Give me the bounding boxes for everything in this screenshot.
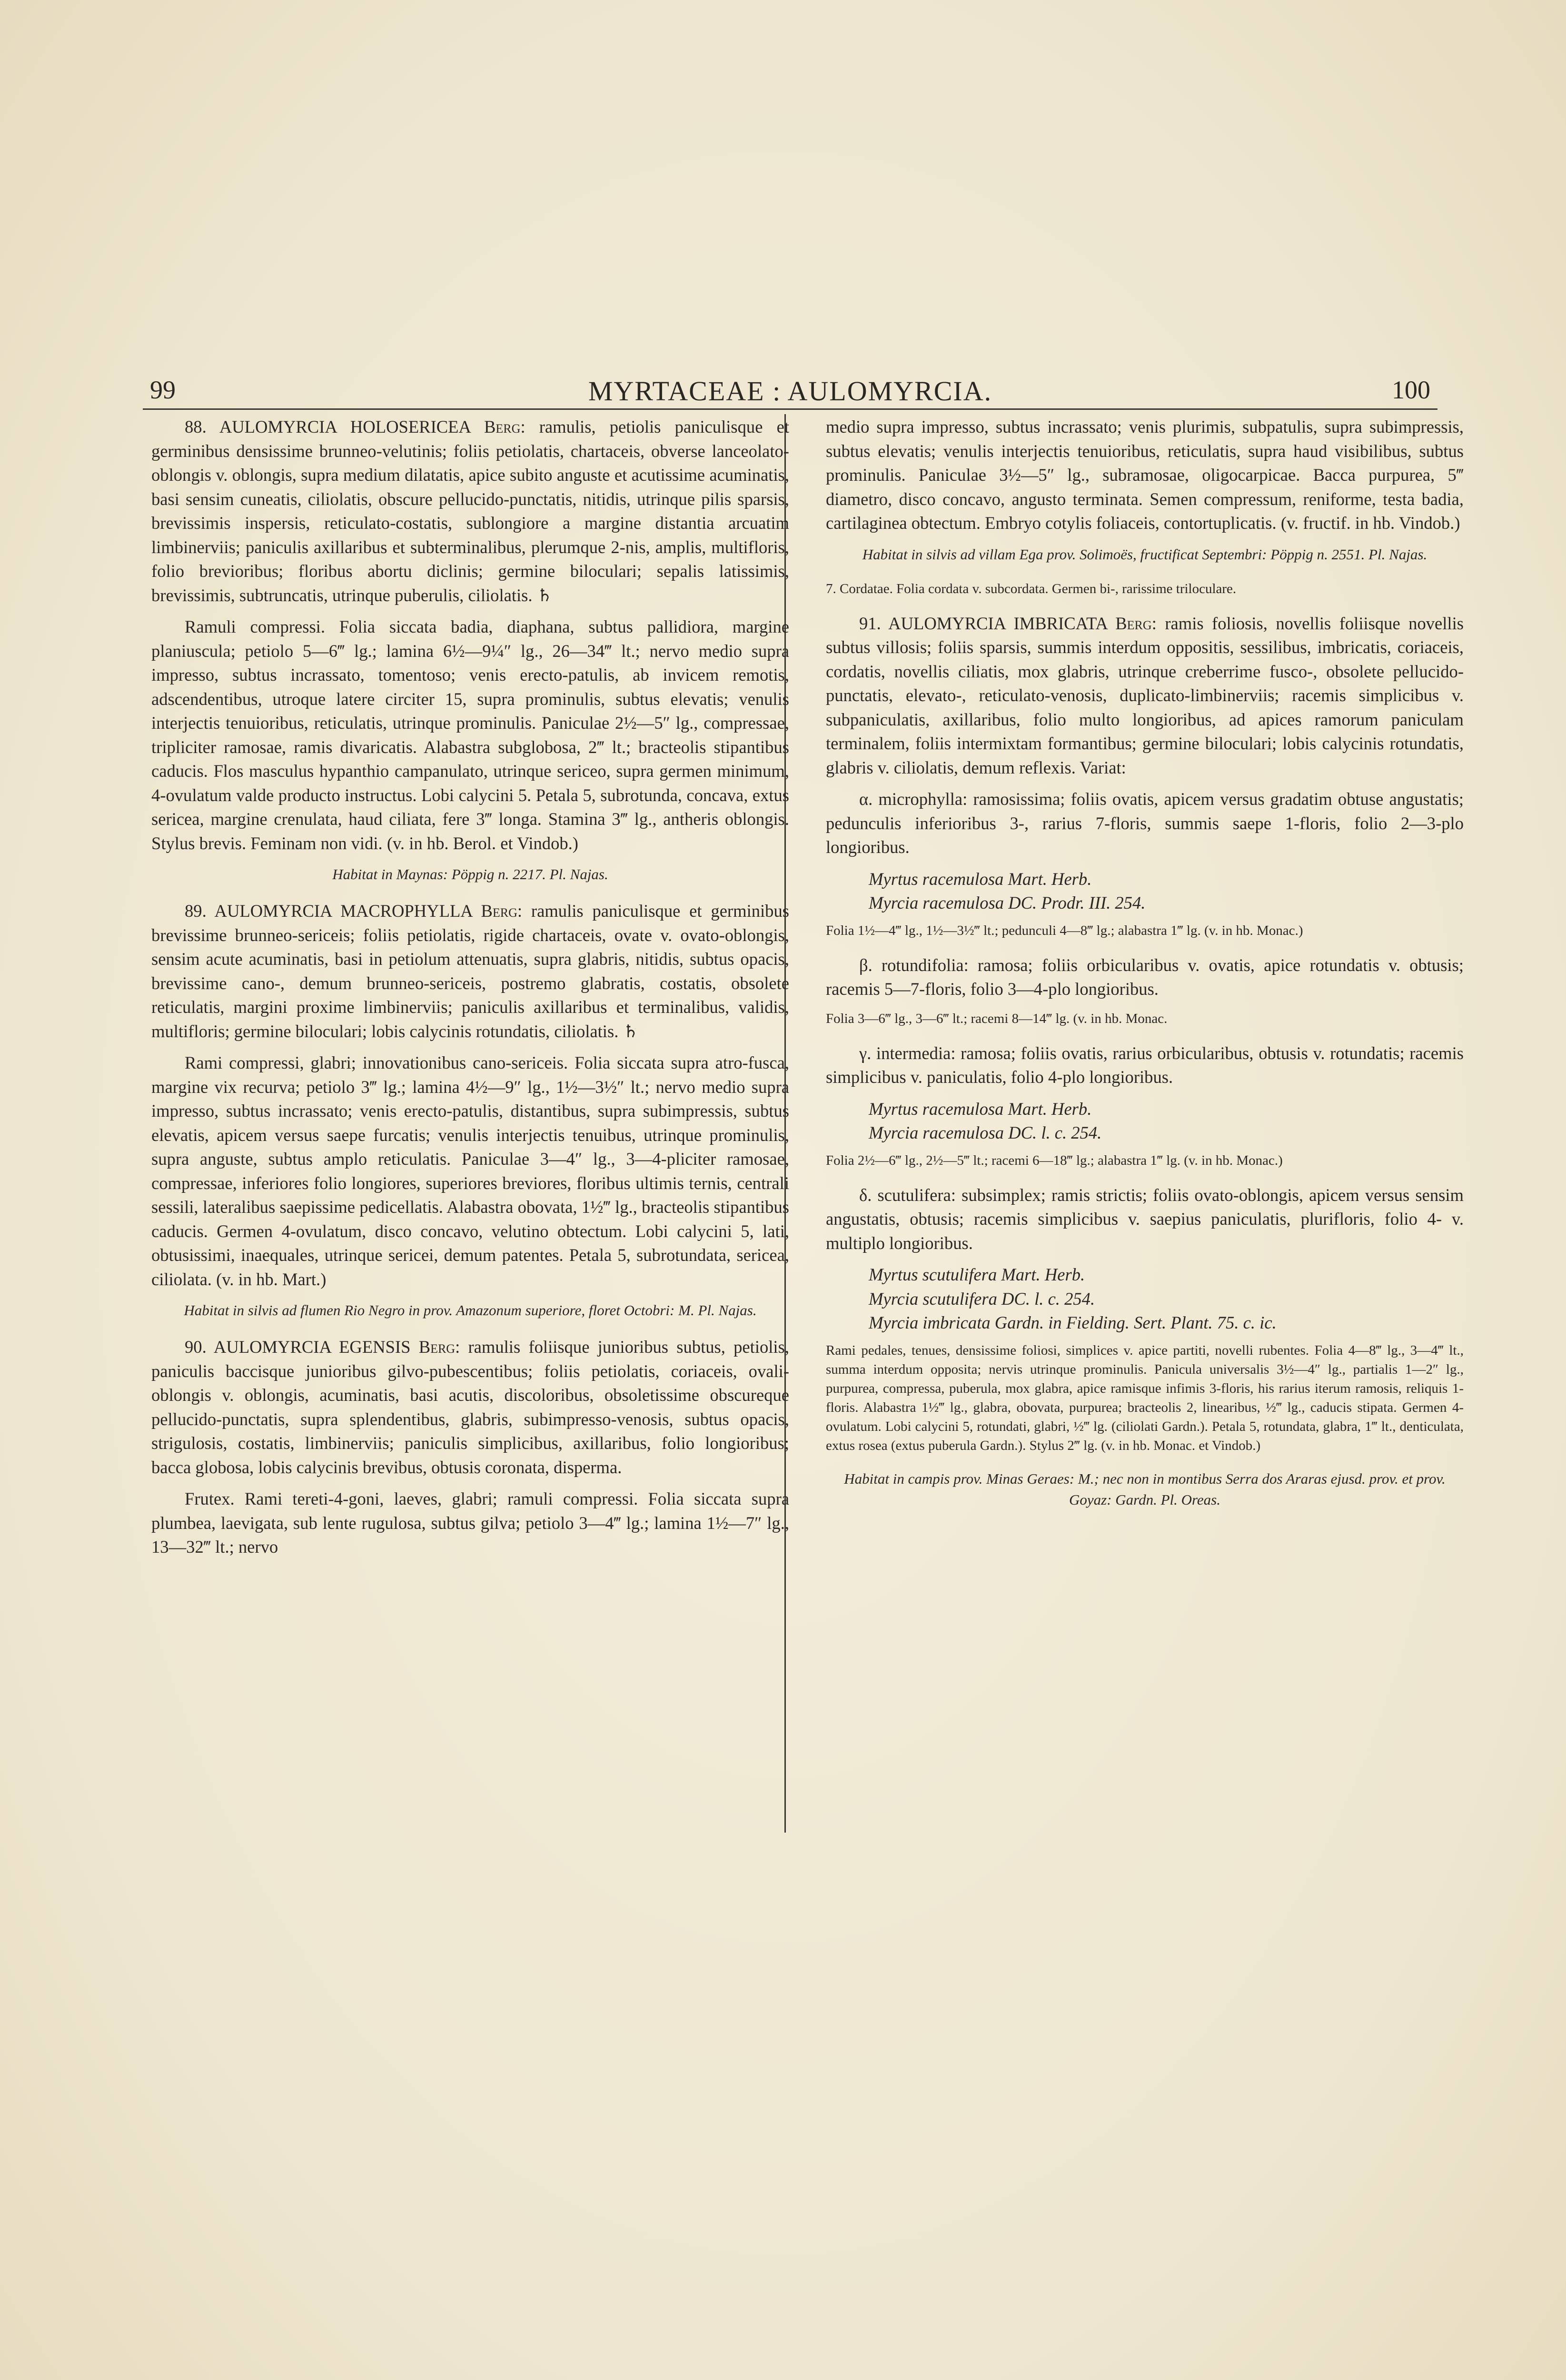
section-7-key: 7. Cordatae. Folia cordata v. subcordata. Germen bi-, rarissime triloculare. xyxy=(826,581,1237,596)
variety-delta-note: Rami pedales, tenues, densissime foliosi, simplices v. apice partiti, novelli rubentes. Folia 4—8‴ lg., 3—4‴ lt., summa interdum opposita; nervis utrinque prominulis. Panicula universalis 3½—4″ lg., partialis 1—2″ lg., purpurea, compressa, puberula, mox glabra, apice ramisque infimis 3-floris, his rarius iterum ramosis, reliquis 1-floris. Alabastra 1½‴ lg., glabra, obovata, purpurea; bracteolis 2, linearibus, ½‴ lg., caducis stipata. Germen 4-ovulatum. Lobi calycini 5, rotundati, glabri, ½‴ lg. (ciliolati Gardn.). Petala 5, rotundata, glabra, 1‴ lt., denticulata, extus rosea (extus puberula Gardn.). Stylus 2‴ lg. (v. in hb. Monac. et Vindob.) xyxy=(826,1342,1464,1453)
species-90-habitat: Habitat in silvis ad villam Ega prov. Solimoës, fructificat Septembri: Pöppig n. 2551. Pl. Najas. xyxy=(862,545,1427,563)
species-89-diagnosis xyxy=(151,899,789,1043)
variety-gamma-synonym-2: Myrcia racemulosa DC. l. c. 254. xyxy=(869,1123,1102,1142)
variety-beta: β. rotundifolia: ramosa; foliis orbicularibus v. ovatis, apice rotundatis v. obtusis; racemis 5—7-floris, folio 3—4-plo longioribus. xyxy=(826,955,1464,999)
species-90-heading: 90. AULOMYRCIA EGENSIS xyxy=(185,1337,419,1357)
variety-gamma-note: Folia 2½—6‴ lg., 2½—5‴ lt.; racemi 6—18‴ lg.; alabastra 1‴ lg. (v. in hb. Monac.) xyxy=(826,1152,1283,1168)
variety-delta-synonym-3: Myrcia imbricata Gardn. in Fielding. Sert. Plant. 75. c. ic. xyxy=(869,1313,1277,1332)
variety-delta-synonym-2: Myrcia scutulifera DC. l. c. 254. xyxy=(869,1289,1095,1309)
species-91-author: Berg xyxy=(1115,613,1152,633)
species-91-heading: 91. AULOMYRCIA IMBRICATA xyxy=(859,613,1116,633)
page-number-left: 99 xyxy=(150,376,176,404)
left-column xyxy=(151,415,789,1567)
species-90-diagnosis xyxy=(151,1335,789,1479)
species-88-habitat: Habitat in Maynas: Pöppig n. 2217. Pl. Najas. xyxy=(332,866,608,883)
species-89-habitat: Habitat in silvis ad flumen Rio Negro in prov. Amazonum superiore, floret Octobri: M. Pl. Najas. xyxy=(184,1302,757,1319)
species-88-text: : ramulis, petiolis paniculisque et germinibus densissime brunneo-velutinis; foliis petiolatis, chartaceis, obverse lanceolato-oblongis v. oblongis, supra medium dilatatis, apice subito anguste et acutissime acuminatis, basi sensim cuneatis, ciliolatis, obscure pellucido-punctatis, nitidis, utrinque pilis sparsis, brevissimis inspersis, reticulato-costatis, sublongiore a margine distantia arcuatim limbinerviis; paniculis axillaribus et subterminalibus, plerumque 2-nis, amplis, multifloris, folio brevioribus; floribus abortu diclinis; germine biloculari; sepalis latissimis, brevissimis, subtruncatis, utrinque puberulis, ciliolatis. ♄ xyxy=(151,417,789,605)
species-91-habitat: Habitat in campis prov. Minas Geraes: M.; nec non in montibus Serra dos Araras ejusd. prov. et prov. Goyaz: Gardn. Pl. Oreas. xyxy=(844,1470,1446,1508)
species-88-description: Ramuli compressi. Folia siccata badia, diaphana, subtus pallidiora, margine planiuscula; petiolo 5—6‴ lg.; lamina 6½—9¼″ lg., 26—34‴ lt.; nervo medio supra impresso, subtus incrassato, tomentoso; venis erecto-patulis, ab invicem remotis, adscendentibus, utroque latere circiter 15, supra prominulis, subtus elevatis; venulis interjectis tenuioribus, reticulatis, utrinque prominulis. Paniculae 2½—5″ lg., compressae, tripliciter ramosae, ramis divaricatis. Alabastra subglobosa, 2‴ lt.; bracteolis stipantibus caducis. Flos masculus hypanthio campanulato, utrinque sericeo, supra germen minimum, 4-ovulatum valde producto instructus. Lobi calycini 5. Petala 5, subrotunda, concava, extus sericea, margine crenulata, haud ciliata, fere 3‴ longa. Stamina 3‴ lg., antheris oblongis. Stylus brevis. Feminam non vidi. (v. in hb. Berol. et Vindob.) xyxy=(151,617,789,853)
running-title: MYRTACEAE : AULOMYRCIA. xyxy=(588,376,992,407)
species-89-author: Berg xyxy=(481,901,517,921)
species-90-author: Berg xyxy=(418,1337,456,1357)
species-90-text: : ramulis foliisque junioribus subtus, petiolis, paniculis baccisque junioribus gilvo-pubescentibus; foliis petiolatis, coriaceis, ovali-oblongis v. oblongis, acuminatis, basi acutis, discoloribus, obsoletissime obscureque pellucido-punctatis, supra splendentibus, glabris, subimpresso-venosis, subtus opacis, strigulosis, costatis, limbinerviis; paniculis simplicibus, axillaribus, folio longioribus; bacca globosa, lobis calycinis brevibus, obtusis coronata, disperma. xyxy=(151,1337,789,1477)
variety-gamma: γ. intermedia: ramosa; foliis ovatis, rarius orbicularibus, obtusis v. rotundatis; racemis simplicibus v. paniculatis, folio 4-plo longioribus. xyxy=(826,1043,1464,1087)
species-90-description-continued: medio supra impresso, subtus incrassato; venis plurimis, subpatulis, supra subimpressis, subtus elevatis; venulis interjectis tenuioribus, reticulatis, supra haud visibilibus, subtus prominulis. Paniculae 3½—5″ lg., subramosae, oligocarpicae. Bacca purpurea, 5‴ diametro, disco concavo, angusto terminata. Semen compressum, reniforme, testa badia, cartilaginea obtectum. Embryo cotylis foliaceis, contortuplicatis. (v. fructif. in hb. Vindob.) xyxy=(826,417,1464,533)
variety-beta-note: Folia 3—6‴ lg., 3—6‴ lt.; racemi 8—14‴ lg. (v. in hb. Monac. xyxy=(826,1011,1168,1026)
species-88-diagnosis xyxy=(151,415,789,607)
right-column xyxy=(826,415,1464,1525)
species-89-description: Rami compressi, glabri; innovationibus cano-sericeis. Folia siccata supra atro-fusca, margine vix recurva; petiolo 3‴ lg.; lamina 4½—9″ lg., 1½—3½″ lt.; nervo medio supra impresso, subtus incrassato; venis erecto-patulis, distantibus, supra subimpressis, subtus elevatis, apicem versus saepe furcatis; venulis interjectis tenuibus, utrinque prominulis, supra anguste, subtus amplo reticulatis. Paniculae 3—4″ lg., 3—4-pliciter ramosae, compressae, inferiores folio longiores, superiores breviores, floribus ultimis ternis, centrali sessili, lateralibus saepissime pedicellatis. Alabastra obovata, 1½‴ lg., bracteolis stipantibus caducis. Germen 4-ovulatum, disco concavo, velutino obtectum. Lobi calycini 5, lati, obtusissimi, inaequales, utrinque sericei, demum patentes. Petala 5, subrotundata, sericea, ciliolata. (v. in hb. Mart.) xyxy=(151,1053,789,1289)
species-89-text: : ramulis paniculisque et germinibus brevissime brunneo-sericeis; foliis petiolatis, rigide chartaceis, ovate v. ovato-oblongis, sensim acute acuminatis, basi in petiolum attenuatis, supra glabris, nitidis, subtus opacis, brevissime cano-, demum brunneo-sericeis, postremo glabratis, costatis, obsolete reticulatis, margini proxime limbinerviis; paniculis axillaribus et terminalibus, validis, multifloris; germine biloculari; lobis calycinis rotundatis, ciliolatis. ♄ xyxy=(151,901,789,1041)
species-91-diagnosis xyxy=(826,612,1464,780)
variety-alpha-note: Folia 1½—4‴ lg., 1½—3½‴ lt.; pedunculi 4—8‴ lg.; alabastra 1‴ lg. (v. in hb. Monac.) xyxy=(826,922,1303,938)
header-rule xyxy=(143,408,1437,410)
variety-alpha-synonym-1: Myrtus racemulosa Mart. Herb. xyxy=(869,869,1092,889)
species-89-heading: 89. AULOMYRCIA MACROPHYLLA xyxy=(185,901,481,921)
page-number-right: 100 xyxy=(1392,376,1430,404)
species-90-description: Frutex. Rami tereti-4-goni, laeves, glabri; ramuli compressi. Folia siccata supra plumbea, laevigata, sub lente rugulosa, subtus gilva; petiolo 3—4‴ lg.; lamina 1½—7″ lg., 13—32‴ lt.; nervo xyxy=(151,1489,789,1557)
variety-delta: δ. scutulifera: subsimplex; ramis strictis; foliis ovato-oblongis, apicem versus sensim angustatis, obtusis; racemis simplicibus v. saepius paniculatis, plurifloris, folio 4- v. multiplo longioribus. xyxy=(826,1185,1464,1253)
variety-alpha-synonym-2: Myrcia racemulosa DC. Prodr. III. 254. xyxy=(869,893,1146,912)
species-88-author: Berg xyxy=(484,417,521,436)
variety-gamma-synonym-1: Myrtus racemulosa Mart. Herb. xyxy=(869,1099,1092,1119)
page-header xyxy=(143,367,1437,409)
variety-alpha: α. microphylla: ramosissima; foliis ovatis, apicem versus gradatim obtuse angustatis; pedunculis inferioribus 3-, rarius 7-floris, summis saepe 1-floris, folio 2—3-plo longioribus. xyxy=(826,789,1464,857)
species-91-text: : ramis foliosis, novellis foliisque novellis subtus villosis; foliis sparsis, summis interdum oppositis, sessilibus, imbricatis, coriaceis, cordatis, novellis ciliatis, mox glabris, utrinque creberrime fusco-, obsolete pellucido-punctatis, elevato-, reticulato-venosis, duplicato-limbinerviis; racemis simplicibus v. subpaniculatis, axillaribus, folio multo longioribus, ad apices ramorum paniculam terminalem, foliis intermixtam formantibus; germine biloculari; lobis calycinis rotundatis, glabris v. ciliolatis, demum reflexis. Variat: xyxy=(826,613,1464,777)
species-88-heading: 88. AULOMYRCIA HOLOSERICEA xyxy=(185,417,485,436)
variety-delta-synonym-1: Myrtus scutulifera Mart. Herb. xyxy=(869,1265,1085,1284)
